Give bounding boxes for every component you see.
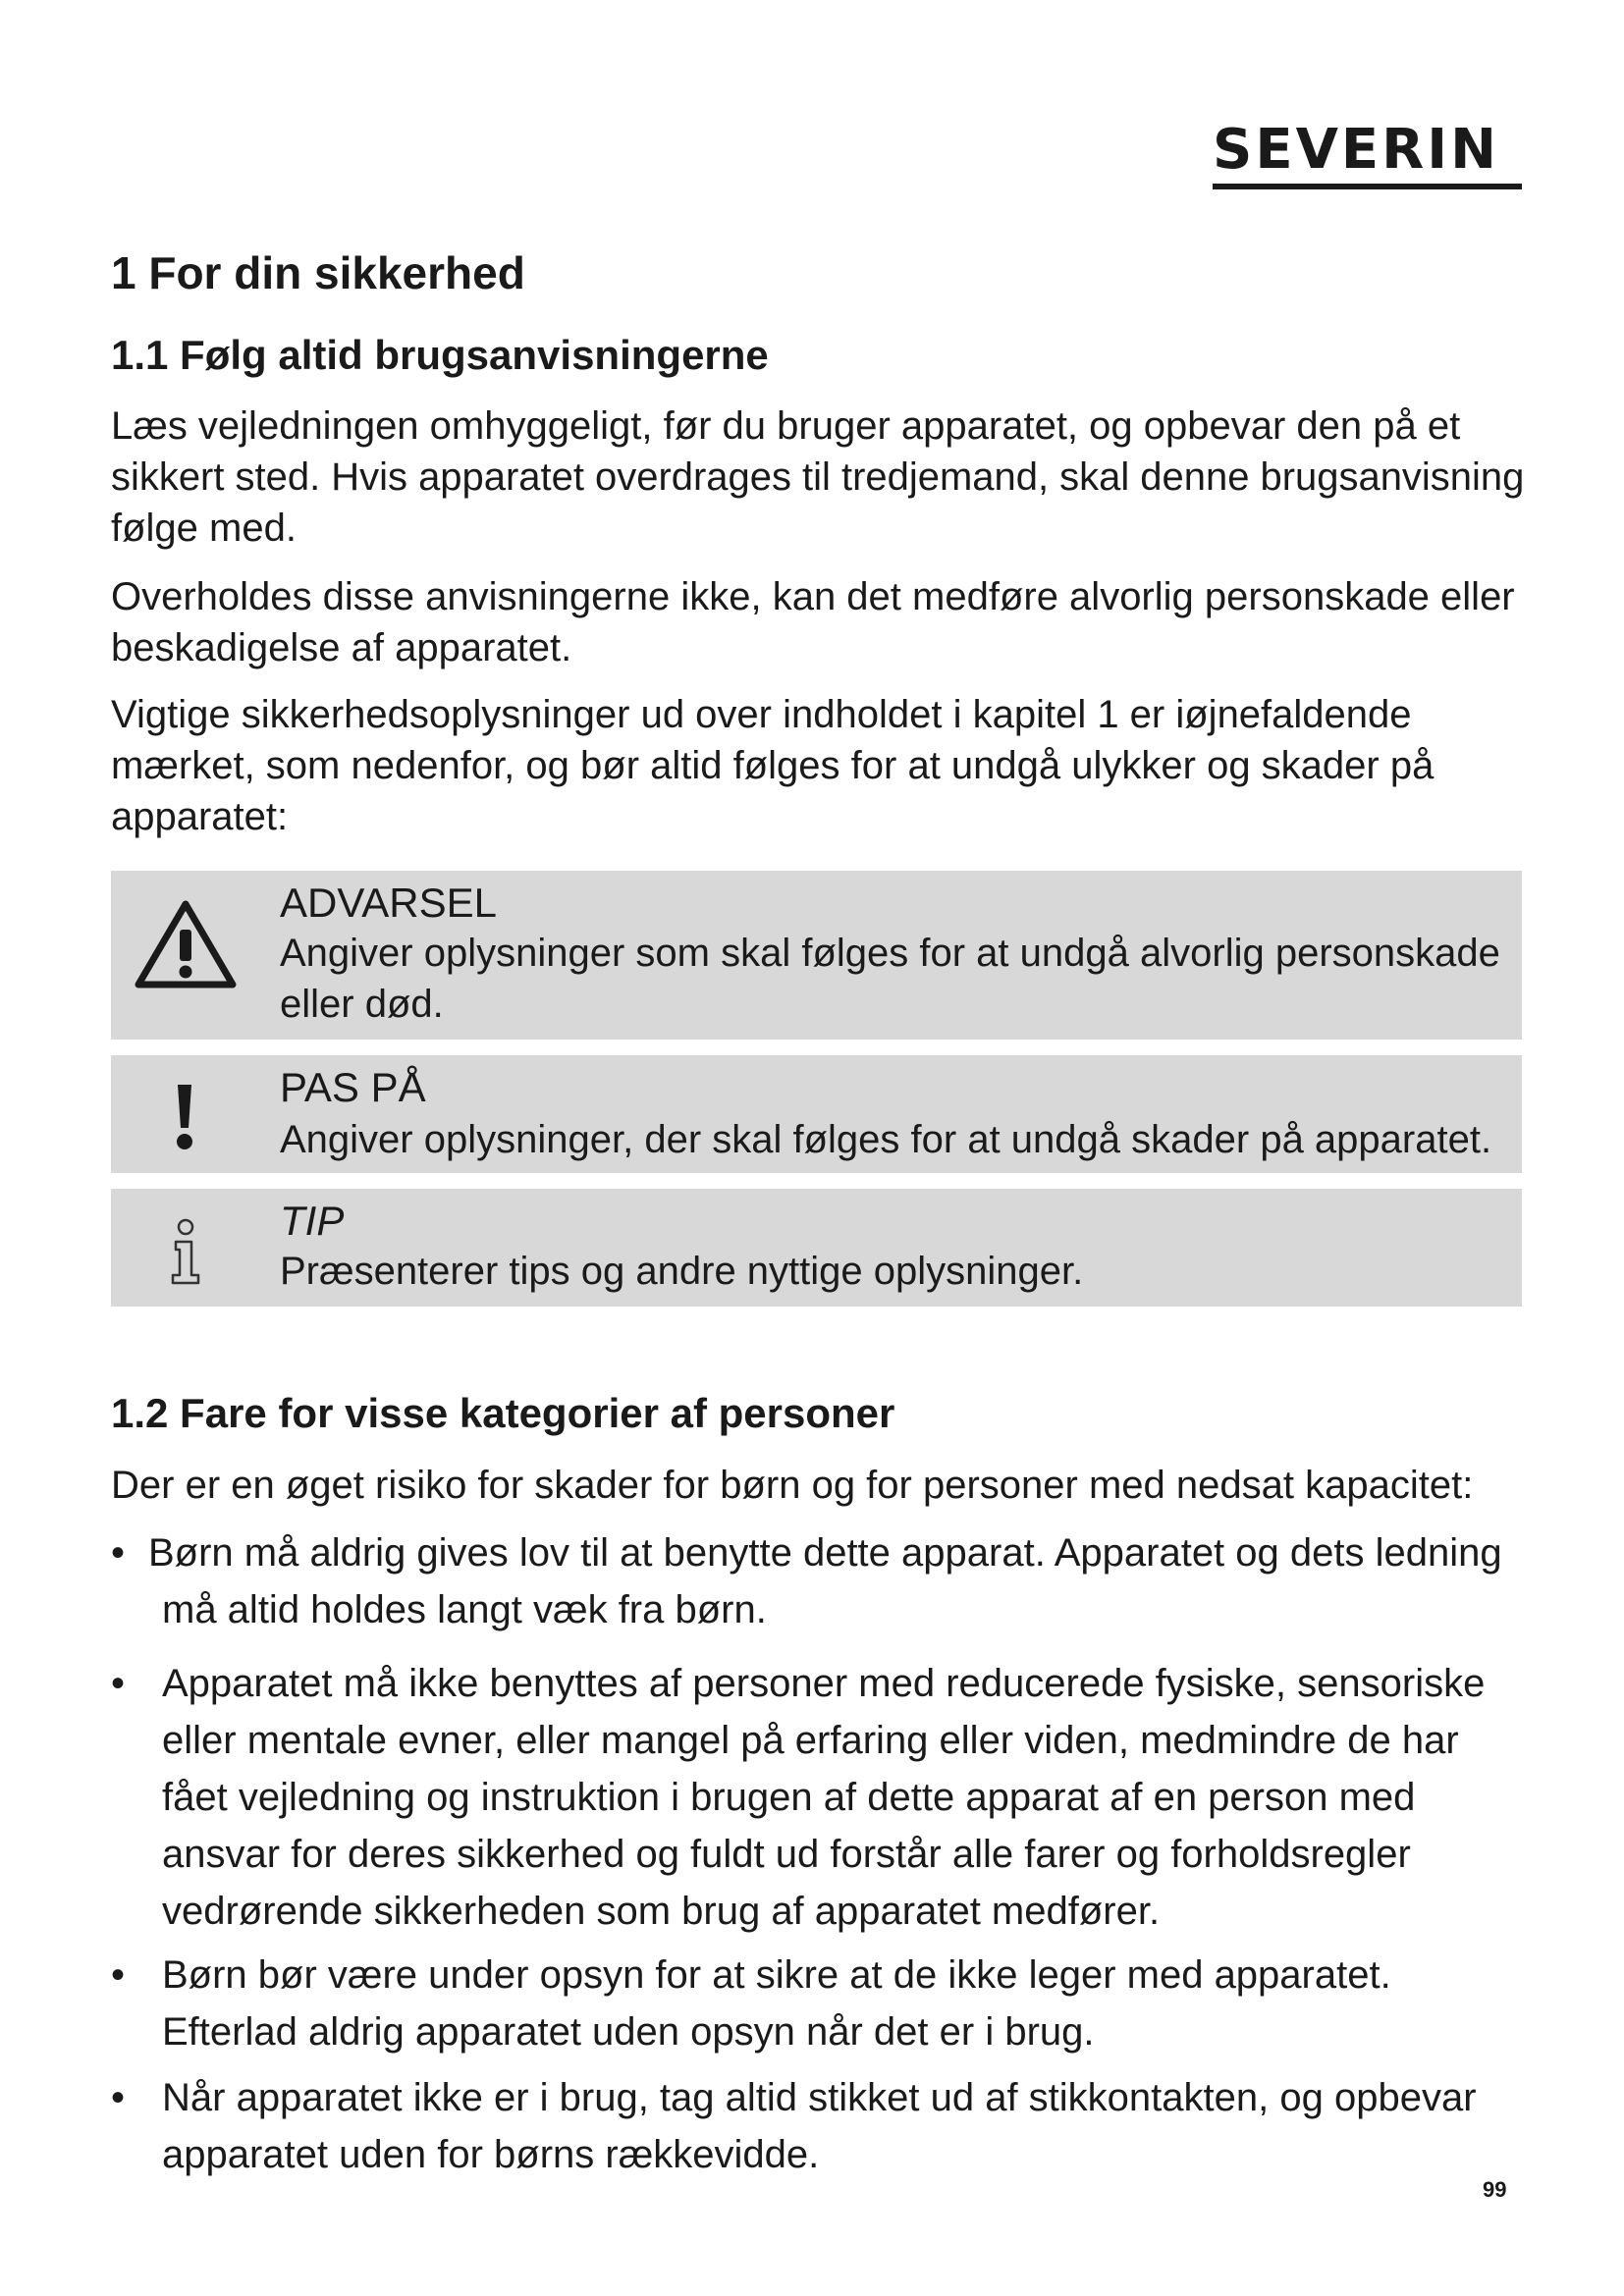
bullet-dot: • [111, 1953, 126, 1997]
paragraph-markings [111, 689, 1525, 842]
warning-triangle-icon [133, 898, 239, 992]
list-item-line: Børn bør være under opsyn for at sikre at de ikke leger med apparatet. [162, 1953, 1391, 1997]
paragraph-line: apparatet: [111, 795, 289, 838]
bullet-dot: • [111, 1662, 126, 1705]
paragraph-line: følge med. [111, 507, 297, 550]
logo-underline [1213, 184, 1522, 189]
paragraph-risk-intro [111, 1460, 1525, 1511]
notice-line: Angiver oplysninger som skal følges for at undgå alvorlig personskade [280, 932, 1500, 975]
notice-caution [111, 1055, 1522, 1173]
paragraph-line: Læs vejledningen omhyggeligt, før du bruger apparatet, og opbevar den på et [111, 404, 1461, 448]
list-item-text [162, 1655, 1517, 1940]
notice-caution-title: PAS PÅ [280, 1064, 426, 1110]
list-item-line: Børn må aldrig gives lov til at benytte dette apparat. Apparatet og dets ledning [148, 1531, 1502, 1575]
exclamation-icon [170, 1083, 199, 1151]
paragraph-line: mærket, som nedenfor, og bør altid følges for at undgå ulykker og skader på [111, 744, 1435, 787]
paragraph-line: Der er en øget risiko for skader for børn og for personer med nedsat kapacitet: [111, 1464, 1474, 1507]
list-item-text [148, 1524, 1503, 1638]
notice-warning-title: ADVARSEL [280, 880, 497, 926]
list-item-line: Efterlad aldrig apparatet uden opsyn når det er i brug. [162, 2010, 1095, 2054]
notice-caution-text [280, 1114, 1519, 1165]
list-item-line: vedrørende sikkerheden som brug af apparatet medfører. [162, 1890, 1161, 1933]
notice-tip-title: TIP [280, 1198, 345, 1244]
paragraph-intro [111, 400, 1525, 554]
info-icon [166, 1218, 205, 1287]
paragraph-line: Overholdes disse anvisningerne ikke, kan det medføre alvorlig personskade eller [111, 575, 1515, 618]
paragraph-consequence [111, 571, 1525, 673]
notice-tip [111, 1189, 1522, 1307]
list-item-text [162, 2069, 1517, 2183]
notice-line: eller død. [280, 983, 444, 1026]
subsection-title-1-1: 1.1 Følg altid brugsanvisningerne [111, 332, 769, 378]
list-item-line: apparatet uden for børns rækkevidde. [162, 2133, 820, 2176]
list-item-line: må altid holdes langt væk fra børn. [162, 1588, 767, 1631]
notice-line: Angiver oplysninger, der skal følges for at undgå skader på apparatet. [280, 1118, 1492, 1161]
subsection-title-1-2: 1.2 Fare for visse kategorier af personer [111, 1390, 895, 1436]
notice-warning-text [280, 928, 1507, 1030]
paragraph-line: beskadigelse af apparatet. [111, 626, 572, 669]
list-item-line: eller mentale evner, eller mangel på erfaring eller viden, medmindre de har [162, 1719, 1459, 1762]
notice-line: Præsenterer tips og andre nyttige oplysninger. [280, 1250, 1084, 1293]
notice-tip-text [280, 1246, 1507, 1297]
list-item-line: ansvar for deres sikkerhed og fuldt ud forstår alle farer og forholdsregler [162, 1833, 1411, 1876]
section-title: 1 For din sikkerhed [111, 247, 525, 298]
list-item-line: Når apparatet ikke er i brug, tag altid stikket ud af stikkontakten, og opbevar [162, 2076, 1477, 2119]
severin-logo [1213, 118, 1522, 189]
list-item-line: fået vejledning og instruktion i brugen af dette apparat af en person med [162, 1776, 1416, 1819]
page-number: 99 [1483, 2177, 1507, 2202]
logo-text: SEVERIN [1213, 118, 1500, 182]
bullet-dot: • [111, 1531, 126, 1575]
paragraph-line: Vigtige sikkerhedsoplysninger ud over indholdet i kapitel 1 er iøjnefaldende [111, 693, 1412, 736]
list-item-text [162, 1947, 1517, 2060]
list-item-line: Apparatet må ikke benyttes af personer med reducerede fysiske, sensoriske [162, 1662, 1486, 1705]
paragraph-line: sikkert sted. Hvis apparatet overdrages til tredjemand, skal denne brugsanvisning [111, 455, 1525, 499]
notice-warning [111, 871, 1522, 1040]
bullet-dot: • [111, 2076, 126, 2119]
